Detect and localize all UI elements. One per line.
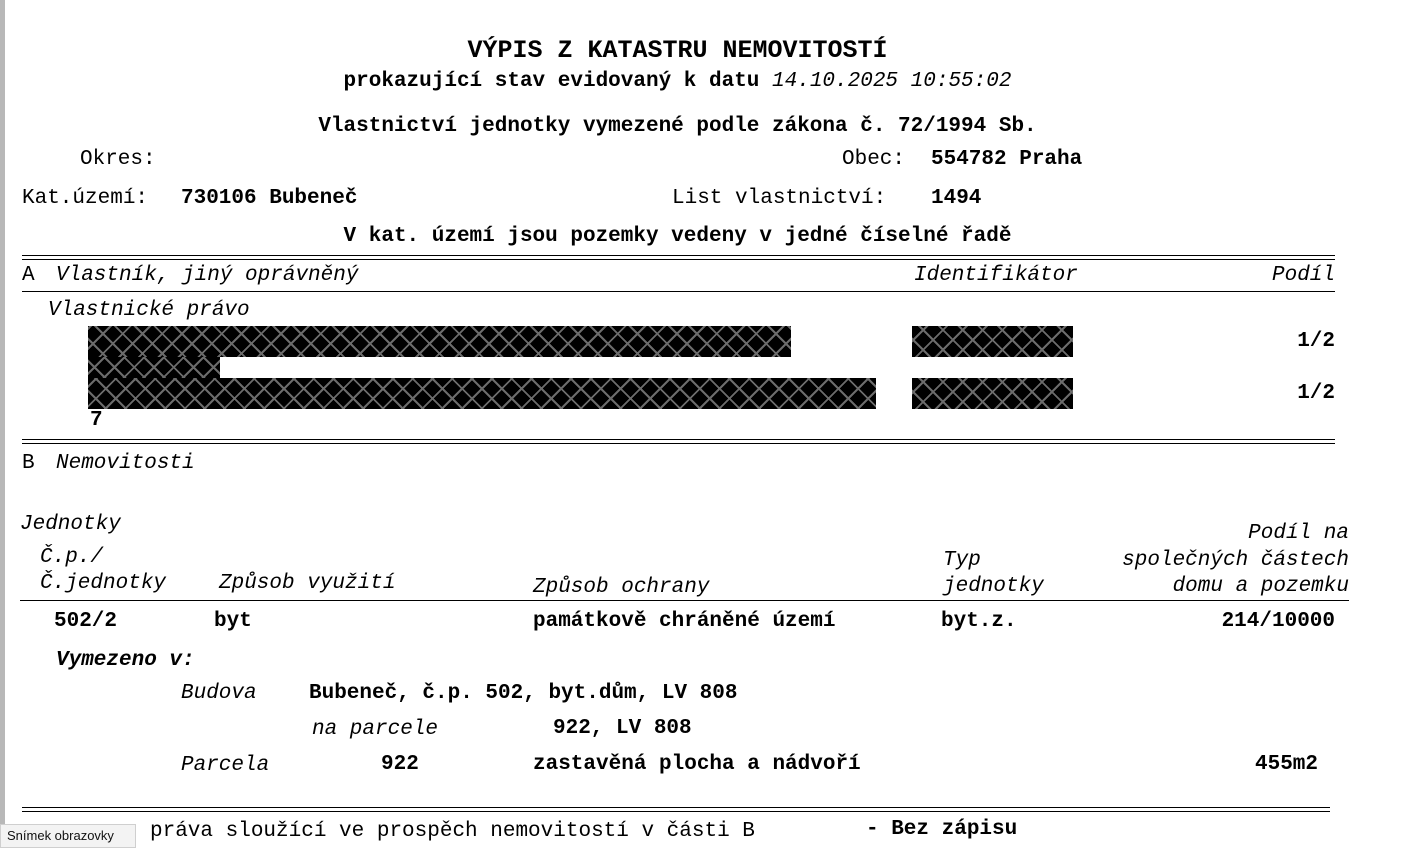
redacted-owner-name-1-tail: [88, 357, 220, 379]
parcel-type: zastavěná plocha a nádvoří: [533, 753, 861, 776]
col-use: Způsob využití: [219, 572, 396, 595]
obec-label: Obec:: [842, 148, 906, 171]
col-protection: Způsob ochrany: [533, 576, 710, 599]
section-b1-status: - Bez zápisu: [866, 818, 1018, 841]
parcel-label: Parcela: [181, 754, 270, 777]
col-share-line2: společných částech: [1122, 549, 1349, 572]
unit-use: byt: [214, 610, 252, 633]
col-share-line1: Podíl na: [1248, 522, 1349, 545]
obec-value: 554782 Praha: [931, 148, 1083, 171]
owner-share-1: 1/2: [1297, 330, 1335, 353]
ownership-type: Vlastnictví jednotky vymezené podle zákona č. 72/1994 Sb.: [318, 115, 1037, 138]
parcel-area: 455m2: [1254, 753, 1318, 776]
section-b-letter: B: [22, 452, 35, 475]
units-heading: Jednotky: [20, 513, 121, 536]
col-identifier: Identifikátor: [914, 264, 1078, 287]
col-share: Podíl: [1271, 264, 1335, 287]
document-subtitle: [0, 71, 1355, 92]
section-a-letter: A: [22, 264, 35, 287]
col-cp-line1: Č.p./: [40, 546, 104, 569]
right-type: Vlastnické právo: [48, 299, 250, 322]
section-a-rule-bottom: [22, 439, 1335, 440]
okres-label: Okres:: [80, 148, 156, 171]
section-b1-text: práva sloužící ve prospěch nemovitostí v části B: [150, 820, 755, 843]
owner-share-2: 1/2: [1297, 382, 1335, 405]
numbering-note: V kat. území jsou pozemky vedeny v jedné číselné řadě: [343, 225, 1012, 248]
section-b1-rule-2: [22, 811, 1330, 812]
redacted-identifier-2: [912, 378, 1073, 409]
document-title: VÝPIS Z KATASTRU NEMOVITOSTÍ: [467, 36, 888, 65]
section-b1-rule: [22, 807, 1330, 808]
lv-value: 1494: [931, 187, 982, 210]
subtitle-date: 14.10.2025 10:55:02: [772, 70, 1012, 93]
redacted-owner-name-2: [88, 378, 876, 409]
col-cp-line2: Č.jednotky: [40, 572, 167, 595]
on-parcel-label: na parcele: [312, 718, 439, 741]
section-a-title: Vlastník, jiný oprávněný: [56, 264, 359, 287]
col-type-line2: jednotky: [943, 575, 1044, 598]
section-b-title: Nemovitosti: [56, 452, 195, 475]
unit-number: 502/2: [54, 610, 118, 633]
defined-in-label: Vymezeno v:: [56, 649, 195, 672]
units-header-rule: [20, 600, 1349, 601]
section-a-header-rule: [22, 291, 1335, 292]
col-share-line3: domu a pozemku: [1172, 575, 1349, 598]
section-a-rule-top: [22, 255, 1335, 256]
unit-type: byt.z.: [941, 610, 1017, 633]
building-value: Bubeneč, č.p. 502, byt.dům, LV 808: [309, 682, 738, 705]
trailing-fragment: 7: [90, 409, 103, 432]
lv-label: List vlastnictví:: [672, 187, 887, 210]
section-a-rule-bottom-2: [22, 443, 1335, 444]
on-parcel-value: 922, LV 808: [553, 717, 692, 740]
col-type-line1: Typ: [943, 549, 981, 572]
unit-share: 214/10000: [1221, 610, 1335, 633]
parcel-number: 922: [381, 753, 419, 776]
unit-protection: památkově chráněné území: [533, 610, 836, 633]
redacted-identifier-1: [912, 326, 1073, 357]
katuzemi-label: Kat.území:: [22, 187, 149, 210]
katuzemi-value: 730106 Bubeneč: [181, 187, 358, 210]
redacted-owner-name-1: [88, 326, 791, 357]
subtitle-prefix: prokazující stav evidovaný k datu: [343, 70, 760, 93]
screenshot-label: Snímek obrazovky: [0, 824, 136, 848]
building-label: Budova: [181, 682, 257, 705]
section-a-rule-top-2: [22, 259, 1335, 260]
